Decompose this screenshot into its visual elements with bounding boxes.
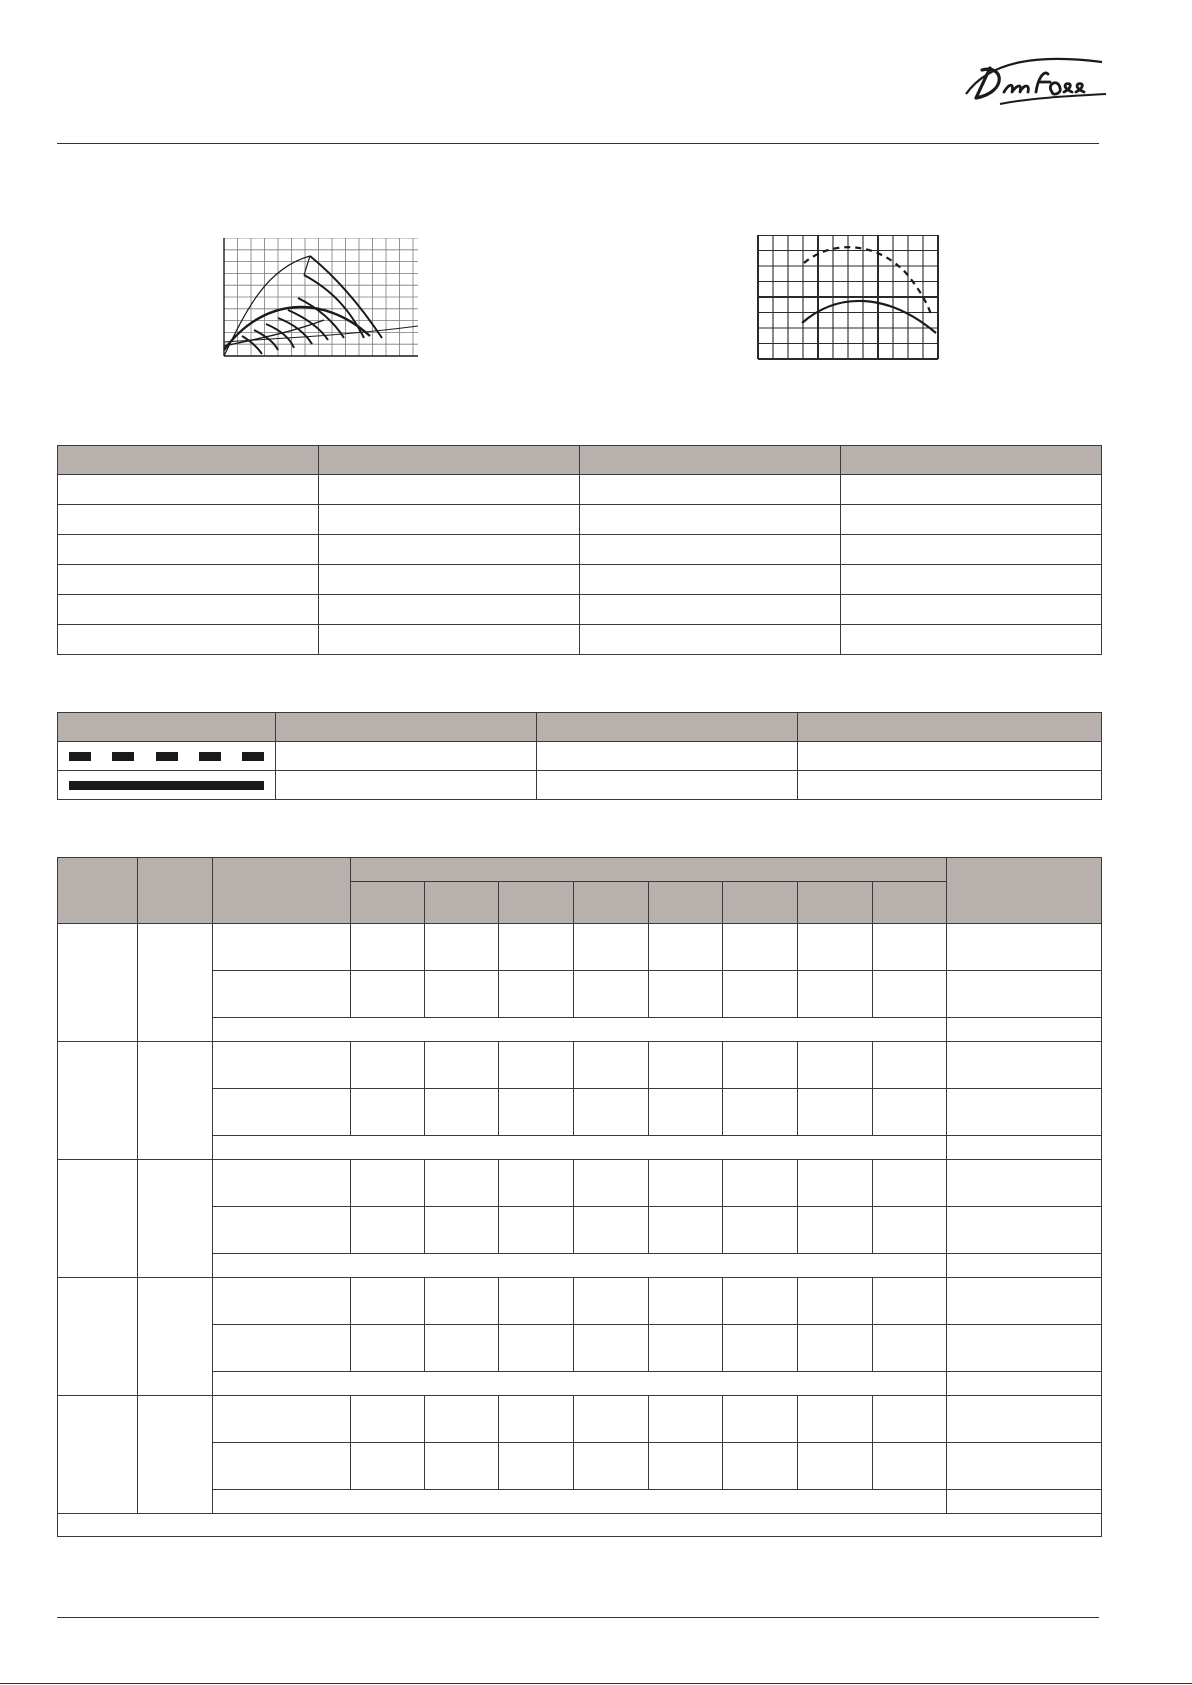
row-label-cell [213, 1278, 351, 1325]
table-row [58, 1278, 1102, 1325]
header-cell [58, 446, 319, 475]
header-cell [947, 858, 1102, 924]
header-cell [798, 713, 1102, 742]
last-cell [947, 1207, 1102, 1254]
row-label-cell [213, 1207, 351, 1254]
dash-segment [199, 752, 221, 761]
group-cell [138, 1278, 213, 1396]
logo-script [1004, 73, 1084, 94]
group-cell [58, 1396, 138, 1514]
group-cell [58, 924, 138, 1042]
table-row [58, 924, 1102, 971]
table-row [58, 565, 1102, 595]
subheader-cell [873, 882, 947, 924]
value-cell [873, 1396, 947, 1443]
header-cell [138, 858, 213, 924]
value-cell [649, 1278, 723, 1325]
table-row [58, 1042, 1102, 1089]
header-rule [57, 143, 1099, 144]
value-cell [649, 1443, 723, 1490]
value-cell [499, 1396, 574, 1443]
dash-segment [242, 752, 264, 761]
table-row [58, 505, 1102, 535]
footer-rule [57, 1617, 1099, 1618]
table-row [58, 1089, 1102, 1136]
value-cell [798, 1325, 873, 1372]
row-label-cell [213, 1443, 351, 1490]
dash-segment [156, 752, 178, 761]
table-row [58, 1207, 1102, 1254]
bottom-edge-rule [0, 1683, 1192, 1684]
summary-last-cell [947, 1018, 1102, 1042]
row-label-cell [213, 1089, 351, 1136]
row-label-cell [213, 924, 351, 971]
header-cell [213, 858, 351, 924]
last-cell [947, 1089, 1102, 1136]
table-summary-row [58, 1136, 1102, 1160]
value-cell [723, 971, 798, 1018]
value-cell [798, 971, 873, 1018]
value-cell [425, 924, 499, 971]
subheader-cell [574, 882, 649, 924]
logo-underline [1000, 94, 1106, 104]
group-cell [58, 1278, 138, 1396]
value-cell [574, 971, 649, 1018]
value-cell [351, 1207, 425, 1254]
table-footnote-row [58, 1514, 1102, 1537]
solid-line-swatch [58, 771, 276, 800]
value-cell [649, 1325, 723, 1372]
value-cell [574, 1042, 649, 1089]
graph-grid [224, 238, 418, 356]
header-cell [58, 713, 276, 742]
value-cell [574, 924, 649, 971]
table-row [58, 1160, 1102, 1207]
value-cell [723, 1089, 798, 1136]
row-label-cell [213, 1396, 351, 1443]
dash-segment [69, 752, 91, 761]
table-summary-row [58, 1254, 1102, 1278]
value-cell [425, 1042, 499, 1089]
performance-curves [224, 256, 418, 356]
value-cell [649, 1089, 723, 1136]
value-cell [649, 924, 723, 971]
row-label-cell [213, 1325, 351, 1372]
header-cell [319, 446, 580, 475]
last-cell [947, 1396, 1102, 1443]
table-header-row [58, 713, 1102, 742]
table-row [58, 535, 1102, 565]
value-cell [351, 1089, 425, 1136]
value-cell [499, 1160, 574, 1207]
value-cell [351, 1325, 425, 1372]
dash-segment [112, 752, 134, 761]
subheader-cell [798, 882, 873, 924]
value-cell [574, 1207, 649, 1254]
legend-row-dashed [58, 742, 1102, 771]
summary-cell [213, 1372, 947, 1396]
value-cell [723, 1396, 798, 1443]
value-cell [351, 971, 425, 1018]
value-cell [649, 1207, 723, 1254]
value-cell [873, 971, 947, 1018]
value-cell [723, 1278, 798, 1325]
header-cell [580, 446, 841, 475]
summary-cell [213, 1254, 947, 1278]
value-cell [798, 1042, 873, 1089]
value-cell [499, 1325, 574, 1372]
value-cell [574, 1396, 649, 1443]
value-cell [425, 1325, 499, 1372]
group-cell [138, 1042, 213, 1160]
value-cell [425, 1443, 499, 1490]
value-cell [351, 1396, 425, 1443]
pump-curve-graph [222, 238, 418, 357]
value-cell [723, 1207, 798, 1254]
value-cell [798, 1160, 873, 1207]
value-cell [499, 1089, 574, 1136]
value-cell [649, 1042, 723, 1089]
table-row [58, 1325, 1102, 1372]
legend-table [57, 712, 1102, 800]
value-cell [574, 1089, 649, 1136]
row-label-cell [213, 1042, 351, 1089]
last-cell [947, 924, 1102, 971]
subheader-cell [723, 882, 798, 924]
value-cell [351, 1278, 425, 1325]
summary-last-cell [947, 1372, 1102, 1396]
value-cell [798, 1089, 873, 1136]
table-row [58, 971, 1102, 1018]
value-cell [723, 1443, 798, 1490]
value-cell [499, 1278, 574, 1325]
data-table-1 [57, 445, 1102, 655]
value-cell [351, 1042, 425, 1089]
efficiency-curve-graph [756, 235, 946, 361]
row-label-cell [213, 971, 351, 1018]
table-summary-row [58, 1018, 1102, 1042]
value-cell [351, 1160, 425, 1207]
header-group-cell [351, 858, 947, 882]
value-cell [873, 1207, 947, 1254]
value-cell [425, 1089, 499, 1136]
table-row [58, 1396, 1102, 1443]
group-cell [138, 1160, 213, 1278]
header-cell [537, 713, 798, 742]
value-cell [873, 1089, 947, 1136]
value-cell [499, 971, 574, 1018]
value-cell [649, 1160, 723, 1207]
dashed-line-swatch [58, 742, 276, 771]
header-cell [841, 446, 1102, 475]
header-cell [276, 713, 537, 742]
value-cell [798, 924, 873, 971]
table-header-row [58, 446, 1102, 475]
value-cell [873, 1042, 947, 1089]
value-cell [873, 1325, 947, 1372]
value-cell [873, 1278, 947, 1325]
table-summary-row [58, 1490, 1102, 1514]
value-cell [649, 971, 723, 1018]
value-cell [499, 1443, 574, 1490]
summary-cell [213, 1490, 947, 1514]
value-cell [425, 1396, 499, 1443]
value-cell [499, 924, 574, 971]
value-cell [798, 1207, 873, 1254]
value-cell [425, 971, 499, 1018]
value-cell [574, 1278, 649, 1325]
last-cell [947, 1160, 1102, 1207]
main-data-table [57, 857, 1102, 1537]
summary-last-cell [947, 1490, 1102, 1514]
last-cell [947, 1278, 1102, 1325]
dashed-curve [804, 247, 932, 317]
value-cell [723, 924, 798, 971]
value-cell [425, 1207, 499, 1254]
value-cell [574, 1325, 649, 1372]
legend-row-solid [58, 771, 1102, 800]
last-cell [947, 1443, 1102, 1490]
summary-cell [213, 1018, 947, 1042]
value-cell [798, 1396, 873, 1443]
value-cell [649, 1396, 723, 1443]
graph-grid [758, 235, 938, 359]
footnote-cell [58, 1514, 1102, 1537]
value-cell [425, 1278, 499, 1325]
value-cell [574, 1160, 649, 1207]
last-cell [947, 1325, 1102, 1372]
logo-letter-d [976, 68, 999, 98]
header-cell [58, 858, 138, 924]
summary-last-cell [947, 1254, 1102, 1278]
value-cell [873, 1443, 947, 1490]
value-cell [873, 924, 947, 971]
group-cell [58, 1042, 138, 1160]
table-header-row [58, 858, 1102, 882]
danfoss-logo [960, 52, 1110, 112]
subheader-cell [351, 882, 425, 924]
summary-last-cell [947, 1136, 1102, 1160]
value-cell [351, 1443, 425, 1490]
table-row [58, 1443, 1102, 1490]
value-cell [798, 1278, 873, 1325]
value-cell [723, 1042, 798, 1089]
row-label-cell [213, 1160, 351, 1207]
last-cell [947, 1042, 1102, 1089]
table-row [58, 625, 1102, 655]
value-cell [798, 1443, 873, 1490]
group-cell [138, 924, 213, 1042]
table-row [58, 595, 1102, 625]
summary-cell [213, 1136, 947, 1160]
value-cell [723, 1325, 798, 1372]
value-cell [723, 1160, 798, 1207]
table-summary-row [58, 1372, 1102, 1396]
value-cell [351, 924, 425, 971]
subheader-cell [649, 882, 723, 924]
table-row [58, 475, 1102, 505]
last-cell [947, 971, 1102, 1018]
subheader-cell [425, 882, 499, 924]
value-cell [425, 1160, 499, 1207]
value-cell [499, 1207, 574, 1254]
value-cell [499, 1042, 574, 1089]
value-cell [574, 1443, 649, 1490]
group-cell [58, 1160, 138, 1278]
subheader-cell [499, 882, 574, 924]
group-cell [138, 1396, 213, 1514]
value-cell [873, 1160, 947, 1207]
